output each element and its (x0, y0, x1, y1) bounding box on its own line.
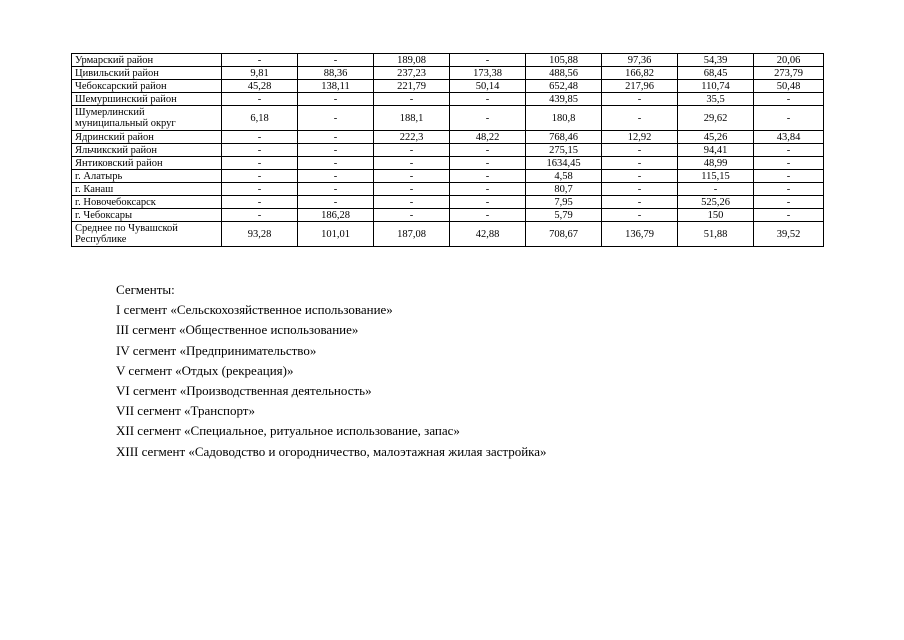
value-cell: 45,28 (222, 80, 298, 93)
value-cell: 188,1 (374, 106, 450, 131)
table-row (72, 144, 824, 157)
row-name-cell: Урмарский район (72, 54, 222, 67)
value-cell: - (374, 170, 450, 183)
value-cell: - (222, 183, 298, 196)
value-cell: - (298, 131, 374, 144)
value-cell: 9,81 (222, 67, 298, 80)
value-cell: - (298, 183, 374, 196)
value-cell: - (222, 54, 298, 67)
legend-heading: Сегменты: (116, 282, 175, 297)
table-row (72, 170, 824, 183)
value-cell: - (374, 144, 450, 157)
value-cell: - (602, 183, 678, 196)
value-cell: - (450, 54, 526, 67)
value-cell: - (298, 196, 374, 209)
value-cell: - (374, 183, 450, 196)
value-cell: 136,79 (602, 222, 678, 247)
value-cell: 43,84 (754, 131, 824, 144)
value-cell: - (602, 106, 678, 131)
value-cell: 6,18 (222, 106, 298, 131)
legend-item: XIII сегмент «Садоводство и огородничество, малоэтажная жилая застройка» (116, 443, 547, 459)
legend-item: XII сегмент «Специальное, ритуальное использование, запас» (116, 423, 460, 439)
value-cell: 20,06 (754, 54, 824, 67)
value-cell: 4,58 (526, 170, 602, 183)
legend-item: VII сегмент «Транспорт» (116, 403, 255, 419)
value-cell: - (678, 183, 754, 196)
value-cell: 51,88 (678, 222, 754, 247)
value-cell: 488,56 (526, 67, 602, 80)
row-name-cell: Шемуршинский район (72, 93, 222, 106)
value-cell: 525,26 (678, 196, 754, 209)
value-cell: 7,95 (526, 196, 602, 209)
value-cell: - (298, 170, 374, 183)
value-cell: - (754, 170, 824, 183)
value-cell: 138,11 (298, 80, 374, 93)
table-row (72, 209, 824, 222)
value-cell: 88,36 (298, 67, 374, 80)
value-cell: - (754, 106, 824, 131)
value-cell: 1634,45 (526, 157, 602, 170)
value-cell: 68,45 (678, 67, 754, 80)
value-cell: 217,96 (602, 80, 678, 93)
value-cell: - (450, 93, 526, 106)
row-name-cell: Чебоксарский район (72, 80, 222, 93)
row-name-cell: Шумерлинский муниципальный округ (72, 106, 222, 131)
value-cell: 97,36 (602, 54, 678, 67)
row-name-cell: г. Алатырь (72, 170, 222, 183)
table-row (72, 106, 824, 131)
value-cell: - (754, 209, 824, 222)
value-cell: - (450, 106, 526, 131)
value-cell: - (298, 144, 374, 157)
legend-item: VI сегмент «Производственная деятельность» (116, 383, 372, 399)
value-cell: 80,7 (526, 183, 602, 196)
value-cell: 12,92 (602, 131, 678, 144)
value-cell: 221,79 (374, 80, 450, 93)
value-cell: - (602, 144, 678, 157)
value-cell: - (450, 183, 526, 196)
legend-item: III сегмент «Общественное использование» (116, 322, 359, 338)
value-cell: - (222, 157, 298, 170)
row-name-cell: г. Новочебоксарск (72, 196, 222, 209)
value-cell: - (374, 93, 450, 106)
table-body (72, 54, 824, 247)
value-cell: 48,99 (678, 157, 754, 170)
value-cell: 708,67 (526, 222, 602, 247)
value-cell: 29,62 (678, 106, 754, 131)
value-cell: - (450, 157, 526, 170)
value-cell: 42,88 (450, 222, 526, 247)
value-cell: 45,26 (678, 131, 754, 144)
row-name-cell: г. Канаш (72, 183, 222, 196)
segments-legend (116, 280, 547, 462)
value-cell: - (222, 93, 298, 106)
table-row (72, 80, 824, 93)
value-cell: - (602, 93, 678, 106)
value-cell: - (450, 144, 526, 157)
value-cell: - (754, 93, 824, 106)
value-cell: 768,46 (526, 131, 602, 144)
row-name-cell: Среднее по Чувашской Республике (72, 222, 222, 247)
value-cell: - (754, 196, 824, 209)
value-cell: 275,15 (526, 144, 602, 157)
value-cell: - (222, 209, 298, 222)
value-cell: 5,79 (526, 209, 602, 222)
value-cell: 189,08 (374, 54, 450, 67)
legend-item: IV сегмент «Предпринимательство» (116, 342, 317, 358)
value-cell: - (298, 93, 374, 106)
value-cell: 50,48 (754, 80, 824, 93)
value-cell: - (450, 209, 526, 222)
value-cell: 186,28 (298, 209, 374, 222)
value-cell: 48,22 (450, 131, 526, 144)
value-cell: 93,28 (222, 222, 298, 247)
value-cell: - (754, 183, 824, 196)
row-name-cell: Цивильский район (72, 67, 222, 80)
table-row (72, 54, 824, 67)
value-cell: - (602, 170, 678, 183)
value-cell: 35,5 (678, 93, 754, 106)
value-cell: - (602, 157, 678, 170)
segment-values-table (71, 53, 824, 247)
value-cell: - (222, 131, 298, 144)
value-cell: 105,88 (526, 54, 602, 67)
table-row (72, 67, 824, 80)
value-cell: 166,82 (602, 67, 678, 80)
value-cell: - (222, 170, 298, 183)
value-cell: 110,74 (678, 80, 754, 93)
value-cell: 222,3 (374, 131, 450, 144)
value-cell: 173,38 (450, 67, 526, 80)
table-row (72, 157, 824, 170)
value-cell: 101,01 (298, 222, 374, 247)
value-cell: - (374, 196, 450, 209)
value-cell: 180,8 (526, 106, 602, 131)
row-name-cell: Ядринский район (72, 131, 222, 144)
row-name-cell: Янтиковский район (72, 157, 222, 170)
value-cell: - (602, 196, 678, 209)
value-cell: 439,85 (526, 93, 602, 106)
value-cell: - (298, 106, 374, 131)
value-cell: - (602, 209, 678, 222)
value-cell: - (374, 209, 450, 222)
table-row (72, 196, 824, 209)
value-cell: - (754, 157, 824, 170)
value-cell: 115,15 (678, 170, 754, 183)
value-cell: 237,23 (374, 67, 450, 80)
legend-item: V сегмент «Отдых (рекреация)» (116, 362, 294, 378)
value-cell: 150 (678, 209, 754, 222)
value-cell: - (298, 54, 374, 67)
value-cell: 39,52 (754, 222, 824, 247)
table-row (72, 222, 824, 247)
value-cell: - (450, 170, 526, 183)
table-row (72, 183, 824, 196)
value-cell: - (298, 157, 374, 170)
legend-item: I сегмент «Сельскохозяйственное использование» (116, 302, 393, 318)
table-row (72, 93, 824, 106)
table-row (72, 131, 824, 144)
row-name-cell: г. Чебоксары (72, 209, 222, 222)
row-name-cell: Яльчикский район (72, 144, 222, 157)
value-cell: - (374, 157, 450, 170)
value-cell: 273,79 (754, 67, 824, 80)
value-cell: 50,14 (450, 80, 526, 93)
value-cell: 94,41 (678, 144, 754, 157)
value-cell: - (222, 196, 298, 209)
value-cell: - (222, 144, 298, 157)
value-cell: 652,48 (526, 80, 602, 93)
value-cell: 187,08 (374, 222, 450, 247)
value-cell: - (450, 196, 526, 209)
value-cell: 54,39 (678, 54, 754, 67)
value-cell: - (754, 144, 824, 157)
